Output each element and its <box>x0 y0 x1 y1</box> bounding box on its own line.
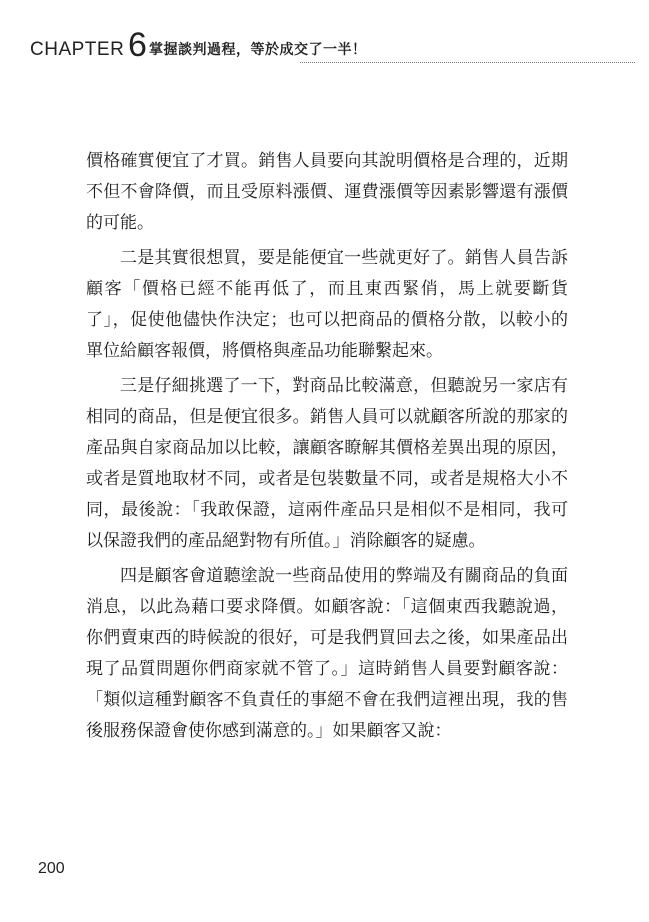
paragraph: 四是顧客會道聽塗說一些商品使用的弊端及有關商品的負面消息，以此為藉口要求降價。如顧客說：「這個東西我聽說過，你們賣東西的時候說的很好，可是我們買回去之後，如果產品出現了品質問題你們商家就不管了。」這時銷售人員要對顧客說：「類似這種對顧客不負責任的事絕不會在我們這裡出現，我的售後服務保證會使你感到滿意的。」如果顧客又說： <box>86 566 568 741</box>
page-number: 200 <box>38 860 65 877</box>
paragraph: 三是仔細挑選了一下，對商品比較滿意，但聽說另一家店有相同的商品，但是便宜很多。銷售人員可以就顧客所說的那家的產品與自家商品加以比較，讓顧客瞭解其價格差異出現的原因，或者是質地取材不同，或者是包裝數量不同，或者是規格大小不同，最後說：「我敢保證，這兩件產品只是相似不是相同，我可以保證我們的產品絕對物有所值。」消除顧客的疑慮。 <box>86 376 568 551</box>
chapter-number: 6 <box>128 26 147 64</box>
paragraph: 二是其實很想買，要是能便宜一些就更好了。銷售人員告訴顧客「價格已經不能再低了，而且東西緊俏，馬上就要斷貨了」，促使他儘快作決定；也可以把商品的價格分散，以較小的單位給顧客報價，將價格與產品功能聯繫起來。 <box>86 248 568 361</box>
running-header <box>30 28 635 68</box>
chapter-title: 掌握談判過程，等於成交了一半！ <box>149 42 367 58</box>
body-text <box>86 146 568 751</box>
chapter-label: CHAPTER <box>30 39 125 60</box>
paragraph-continued: 價格確實便宜了才買。銷售人員要向其說明價格是合理的，近期不但不會降價，而且受原料漲價、運費漲價等因素影響還有漲價的可能。 <box>86 151 568 233</box>
header-dotted-rule <box>300 62 635 63</box>
